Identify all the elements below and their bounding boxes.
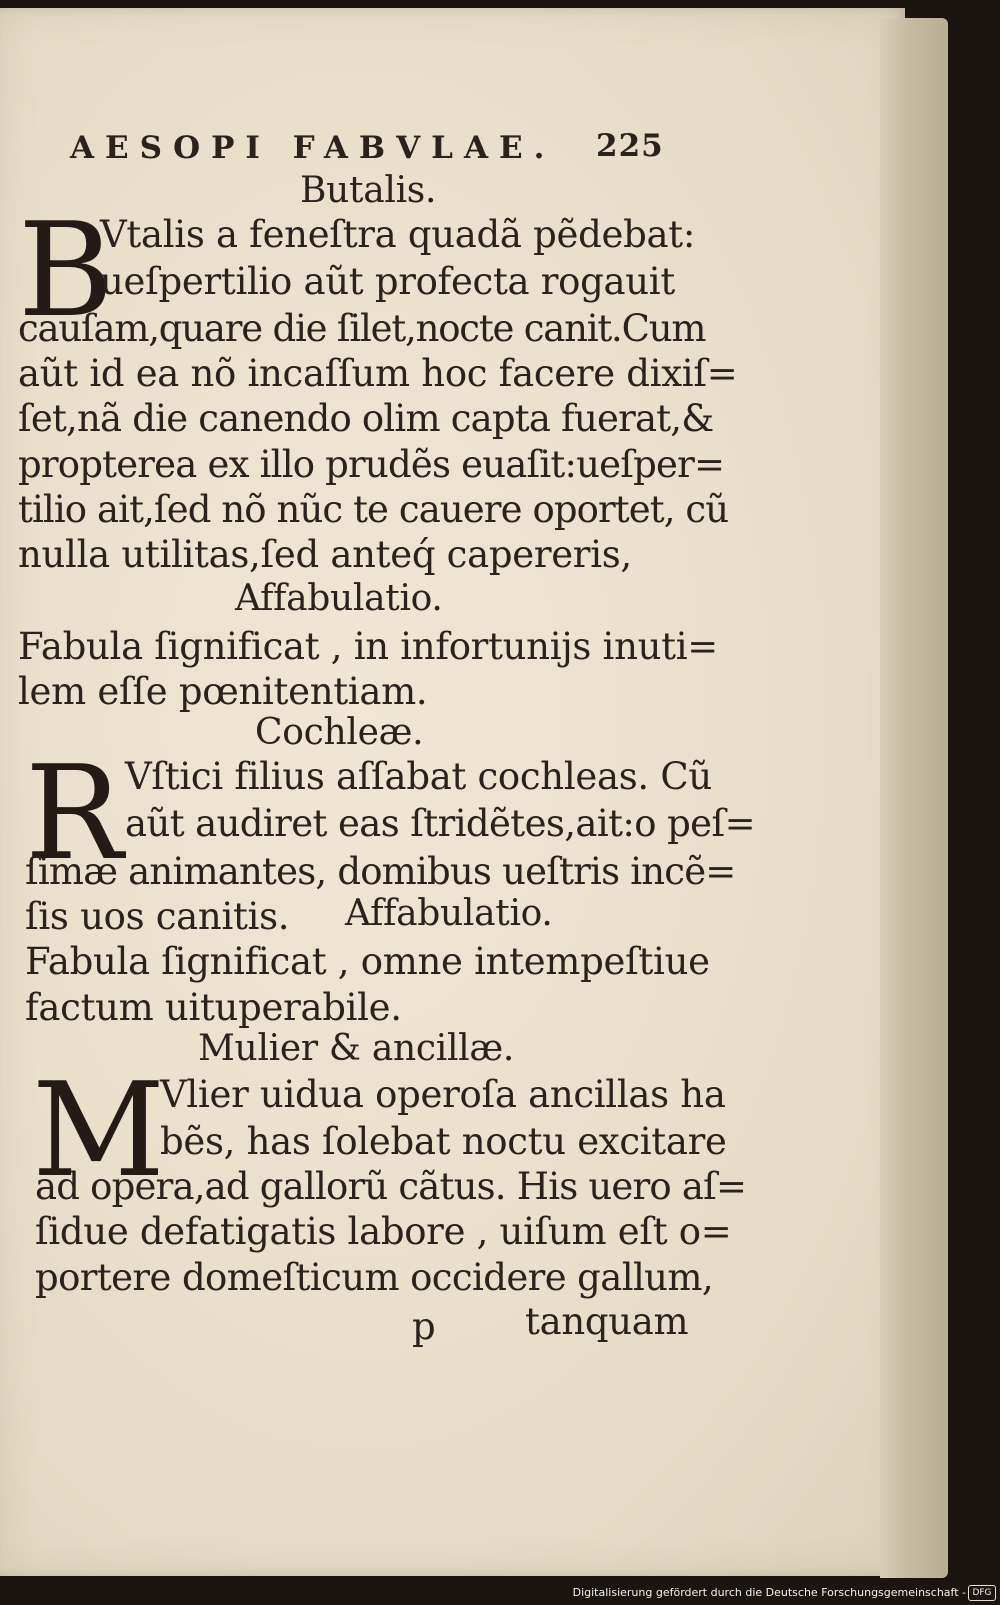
dfg-logo: DFG (968, 1585, 996, 1601)
text-line: aũt id ea nõ incaſſum hoc facere dixiſ= (18, 352, 738, 395)
text-line: Vtalis a feneſtra quadã pẽdebat: (100, 213, 695, 256)
text-line: bẽs, has ſolebat noctu excitare (160, 1120, 727, 1163)
fable-title: Butalis. (300, 170, 437, 211)
text-line: Vlier uidua operoſa ancillas ha (160, 1073, 726, 1116)
moral-line: factum uituperabile. (25, 986, 402, 1029)
signature-mark: p (412, 1305, 436, 1348)
text-line: ſet,nã die canendo olim capta fuerat,& (18, 397, 714, 440)
text-line: ſimæ animantes, domibus ueſtris incẽ= (25, 850, 736, 893)
affabulatio-heading: Affabulatio. (345, 893, 553, 934)
text-line: nulla utilitas,ſed anteq́ capereris, (18, 533, 632, 576)
text-line: ſidue defatigatis labore , uiſum eſt o= (35, 1210, 732, 1253)
drop-cap-initial: R (25, 737, 123, 889)
moral-line: Fabula ſignificat , omne intempeſtiue (25, 940, 710, 983)
text-line: aũt audiret eas ſtridẽtes,ait:o peſ= (125, 802, 755, 845)
moral-line: lem eſſe pœnitentiam. (18, 670, 428, 713)
drop-cap-initial: B (18, 194, 114, 346)
text-line: ueſpertilio aũt profecta rogauit (100, 260, 675, 303)
credit-text: Digitalisierung gefördert durch die Deutsche Forschungsgemeinschaft - (572, 1586, 966, 1599)
fable-title: Mulier & ancillæ. (198, 1028, 515, 1069)
text-line: portere domeſticum occidere gallum, (35, 1256, 714, 1299)
page-number: 225 (596, 128, 664, 164)
text-line: tilio ait,ſed nõ nũc te cauere oportet, cũ (18, 488, 729, 531)
text-line: propterea ex illo prudẽs euaſit:ueſper= (18, 443, 725, 486)
moral-line: Fabula ſignificat , in infortunijs inuti= (18, 625, 718, 668)
drop-cap-initial: M (32, 1054, 166, 1206)
affabulatio-heading: Affabulatio. (235, 578, 443, 619)
catchword: tanquam (525, 1300, 689, 1343)
text-line: Vſtici filius aſſabat cochleas. Cũ (125, 755, 712, 798)
text-line: ſis uos canitis. (25, 895, 290, 938)
fable-title: Cochleæ. (255, 712, 424, 753)
running-title: AESOPI FABVLAE. (70, 130, 556, 166)
text-line: cauſam,quare die ſilet,nocte canit.Cum (18, 307, 706, 350)
text-line: ad opera,ad gallorũ cãtus. His uero aſ= (35, 1165, 747, 1208)
